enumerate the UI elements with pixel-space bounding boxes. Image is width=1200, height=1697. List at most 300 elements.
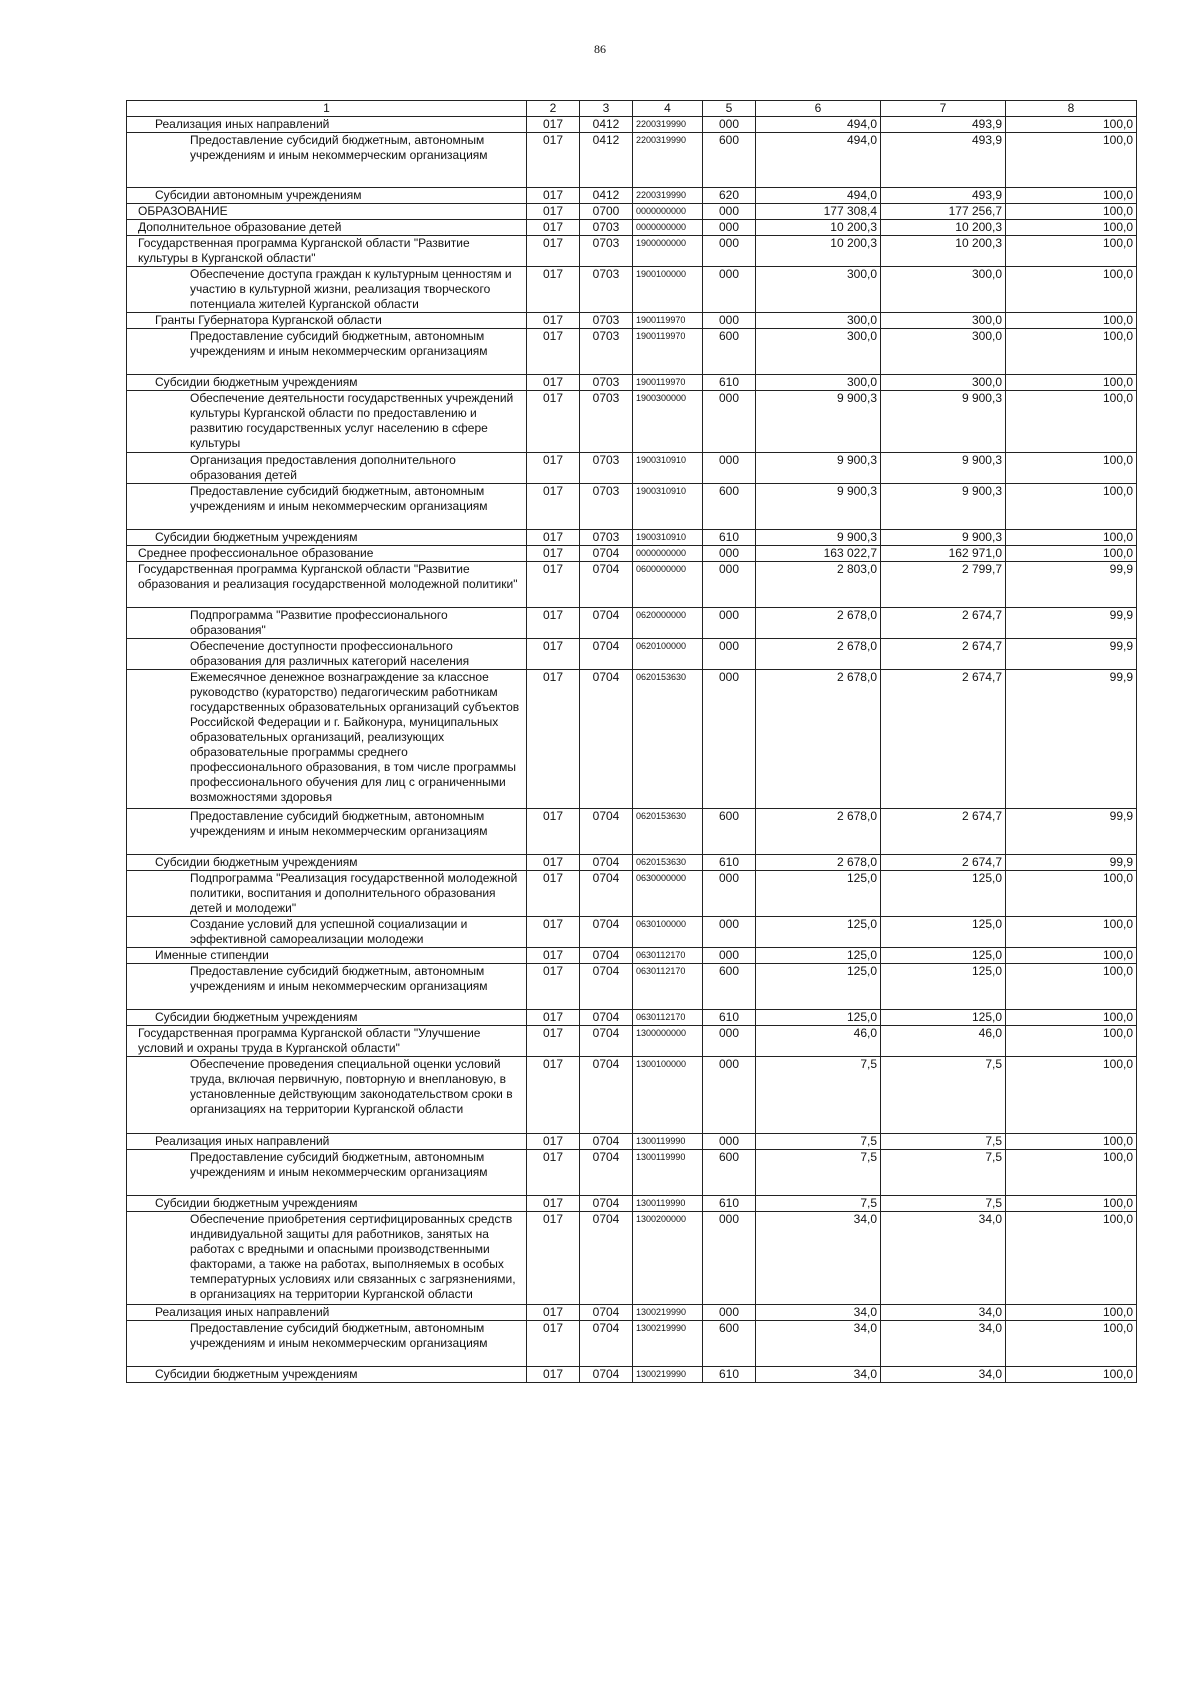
plan-amount: 494,0: [756, 133, 881, 188]
admin-code: 017: [527, 204, 580, 220]
section-code: 0704: [580, 1026, 633, 1057]
actual-amount: 34,0: [881, 1367, 1006, 1383]
table-row: [127, 1367, 1137, 1383]
plan-amount: 125,0: [756, 1010, 881, 1026]
row-name: [127, 1196, 527, 1212]
plan-amount: 9 900,3: [756, 530, 881, 546]
percent-executed: 99,9: [1006, 562, 1137, 608]
expense-type-code: 000: [703, 1057, 756, 1134]
table-row: [127, 453, 1137, 484]
table-row: [127, 204, 1137, 220]
actual-amount: 10 200,3: [881, 236, 1006, 267]
target-article-code: 0620000000: [633, 608, 703, 639]
section-code: 0703: [580, 375, 633, 391]
row-name-text: Субсидии бюджетным учреждениям: [155, 1367, 358, 1381]
table-row: [127, 530, 1137, 546]
actual-amount: 162 971,0: [881, 546, 1006, 562]
row-name-text: Субсидии бюджетным учреждениям: [155, 375, 358, 389]
expense-type-code: 610: [703, 530, 756, 546]
expense-type-code: 610: [703, 1010, 756, 1026]
row-name: [127, 220, 527, 236]
expense-type-code: 000: [703, 1026, 756, 1057]
table-row: [127, 236, 1137, 267]
row-name-text: Предоставление субсидий бюджетным, автономным учреждениям и иным некоммерческим организациям: [190, 964, 488, 993]
actual-amount: 2 674,7: [881, 608, 1006, 639]
row-name: [127, 1150, 527, 1196]
target-article-code: 0630112170: [633, 948, 703, 964]
row-name: [127, 670, 527, 809]
row-name: [127, 236, 527, 267]
actual-amount: 177 256,7: [881, 204, 1006, 220]
admin-code: 017: [527, 1212, 580, 1305]
actual-amount: 7,5: [881, 1196, 1006, 1212]
admin-code: 017: [527, 608, 580, 639]
percent-executed: 99,9: [1006, 608, 1137, 639]
admin-code: 017: [527, 1321, 580, 1367]
target-article-code: 1900100000: [633, 267, 703, 313]
actual-amount: 493,9: [881, 117, 1006, 133]
section-code: 0704: [580, 1057, 633, 1134]
table-row: [127, 375, 1137, 391]
table-row: [127, 1150, 1137, 1196]
table-row: [127, 670, 1137, 809]
actual-amount: 300,0: [881, 375, 1006, 391]
row-name-text: Именные стипендии: [155, 948, 269, 962]
target-article-code: 1300200000: [633, 1212, 703, 1305]
plan-amount: 9 900,3: [756, 453, 881, 484]
actual-amount: 46,0: [881, 1026, 1006, 1057]
row-name-text: Предоставление субсидий бюджетным, автономным учреждениям и иным некоммерческим организациям: [190, 809, 488, 838]
plan-amount: 7,5: [756, 1150, 881, 1196]
percent-executed: 99,9: [1006, 855, 1137, 871]
row-name-text: Дополнительное образование детей: [138, 220, 342, 234]
admin-code: 017: [527, 329, 580, 375]
target-article-code: 1300119990: [633, 1150, 703, 1196]
admin-code: 017: [527, 1150, 580, 1196]
actual-amount: 9 900,3: [881, 453, 1006, 484]
admin-code: 017: [527, 639, 580, 670]
table-row: [127, 1305, 1137, 1321]
percent-executed: 100,0: [1006, 391, 1137, 453]
table-row: [127, 133, 1137, 188]
section-code: 0704: [580, 1305, 633, 1321]
section-code: 0412: [580, 117, 633, 133]
section-code: 0703: [580, 484, 633, 530]
table-row: [127, 871, 1137, 917]
plan-amount: 125,0: [756, 871, 881, 917]
table-row: [127, 1321, 1137, 1367]
expense-type-code: 610: [703, 375, 756, 391]
plan-amount: 300,0: [756, 375, 881, 391]
table-row: [127, 267, 1137, 313]
actual-amount: 125,0: [881, 948, 1006, 964]
plan-amount: 34,0: [756, 1212, 881, 1305]
table-row: [127, 562, 1137, 608]
expense-type-code: 600: [703, 133, 756, 188]
row-name: [127, 964, 527, 1010]
section-code: 0703: [580, 236, 633, 267]
target-article-code: 1900119970: [633, 329, 703, 375]
admin-code: 017: [527, 267, 580, 313]
expense-type-code: 000: [703, 948, 756, 964]
section-code: 0704: [580, 1010, 633, 1026]
section-code: 0704: [580, 1212, 633, 1305]
expense-type-code: 000: [703, 871, 756, 917]
plan-amount: 300,0: [756, 267, 881, 313]
expense-type-code: 600: [703, 1321, 756, 1367]
admin-code: 017: [527, 855, 580, 871]
plan-amount: 7,5: [756, 1196, 881, 1212]
target-article-code: 1300000000: [633, 1026, 703, 1057]
section-code: 0412: [580, 133, 633, 188]
percent-executed: 100,0: [1006, 133, 1137, 188]
admin-code: 017: [527, 1134, 580, 1150]
percent-executed: 100,0: [1006, 236, 1137, 267]
target-article-code: 0630112170: [633, 964, 703, 1010]
row-name: [127, 948, 527, 964]
row-name-text: Подпрограмма "Развитие профессионального образования": [190, 608, 448, 637]
section-code: 0704: [580, 639, 633, 670]
percent-executed: 100,0: [1006, 1150, 1137, 1196]
expense-type-code: 000: [703, 220, 756, 236]
row-name-text: Предоставление субсидий бюджетным, автономным учреждениям и иным некоммерческим организациям: [190, 329, 488, 358]
row-name: [127, 117, 527, 133]
plan-amount: 2 803,0: [756, 562, 881, 608]
admin-code: 017: [527, 236, 580, 267]
section-code: 0703: [580, 391, 633, 453]
plan-amount: 177 308,4: [756, 204, 881, 220]
row-name: [127, 1367, 527, 1383]
percent-executed: 100,0: [1006, 1321, 1137, 1367]
row-name-text: Государственная программа Курганской области "Развитие образования и реализация государственной молодежной политики": [138, 562, 518, 591]
row-name-text: Субсидии бюджетным учреждениям: [155, 1010, 358, 1024]
expense-type-code: 600: [703, 484, 756, 530]
expense-type-code: 000: [703, 670, 756, 809]
column-header: 6: [756, 101, 881, 117]
row-name-text: Предоставление субсидий бюджетным, автономным учреждениям и иным некоммерческим организациям: [190, 1150, 488, 1179]
admin-code: 017: [527, 484, 580, 530]
page-number: 86: [594, 42, 606, 56]
row-name-text: Предоставление субсидий бюджетным, автономным учреждениям и иным некоммерческим организациям: [190, 1321, 488, 1350]
row-name: [127, 375, 527, 391]
expense-type-code: 000: [703, 639, 756, 670]
table-row: [127, 1010, 1137, 1026]
plan-amount: 2 678,0: [756, 670, 881, 809]
percent-executed: 100,0: [1006, 1367, 1137, 1383]
column-header: 5: [703, 101, 756, 117]
row-name: [127, 133, 527, 188]
row-name-text: Реализация иных направлений: [155, 1134, 330, 1148]
expense-type-code: 000: [703, 204, 756, 220]
plan-amount: 10 200,3: [756, 236, 881, 267]
table-row: [127, 639, 1137, 670]
admin-code: 017: [527, 530, 580, 546]
plan-amount: 300,0: [756, 329, 881, 375]
admin-code: 017: [527, 453, 580, 484]
target-article-code: 0000000000: [633, 546, 703, 562]
row-name-text: Предоставление субсидий бюджетным, автономным учреждениям и иным некоммерческим организациям: [190, 133, 488, 162]
target-article-code: 0600000000: [633, 562, 703, 608]
target-article-code: 1900000000: [633, 236, 703, 267]
actual-amount: 7,5: [881, 1134, 1006, 1150]
row-name: [127, 917, 527, 948]
section-code: 0704: [580, 809, 633, 855]
row-name-text: Субсидии бюджетным учреждениям: [155, 1196, 358, 1210]
section-code: 0704: [580, 1321, 633, 1367]
row-name: [127, 1305, 527, 1321]
plan-amount: 125,0: [756, 948, 881, 964]
row-name-text: Предоставление субсидий бюджетным, автономным учреждениям и иным некоммерческим организациям: [190, 484, 488, 513]
actual-amount: 34,0: [881, 1321, 1006, 1367]
expense-type-code: 000: [703, 391, 756, 453]
actual-amount: 125,0: [881, 964, 1006, 1010]
actual-amount: 493,9: [881, 133, 1006, 188]
row-name: [127, 453, 527, 484]
table-header-row: [127, 101, 1137, 117]
actual-amount: 493,9: [881, 188, 1006, 204]
percent-executed: 100,0: [1006, 220, 1137, 236]
target-article-code: 0000000000: [633, 220, 703, 236]
table-row: [127, 188, 1137, 204]
section-code: 0703: [580, 530, 633, 546]
actual-amount: 10 200,3: [881, 220, 1006, 236]
plan-amount: 7,5: [756, 1134, 881, 1150]
table-row: [127, 313, 1137, 329]
row-name-text: Обеспечение доступа граждан к культурным ценностям и участию в культурной жизни, реализация творческого потенциала жителей Курганской области: [190, 267, 512, 311]
percent-executed: 100,0: [1006, 871, 1137, 917]
row-name-text: ОБРАЗОВАНИЕ: [138, 204, 228, 218]
expense-type-code: 000: [703, 267, 756, 313]
expense-type-code: 000: [703, 546, 756, 562]
plan-amount: 2 678,0: [756, 608, 881, 639]
actual-amount: 9 900,3: [881, 391, 1006, 453]
expense-type-code: 000: [703, 1305, 756, 1321]
table-row: [127, 608, 1137, 639]
actual-amount: 2 674,7: [881, 639, 1006, 670]
row-name: [127, 188, 527, 204]
actual-amount: 2 674,7: [881, 670, 1006, 809]
expense-type-code: 610: [703, 1367, 756, 1383]
section-code: 0703: [580, 267, 633, 313]
plan-amount: 34,0: [756, 1305, 881, 1321]
target-article-code: 1300100000: [633, 1057, 703, 1134]
percent-executed: 100,0: [1006, 313, 1137, 329]
table-row: [127, 1212, 1137, 1305]
row-name: [127, 608, 527, 639]
admin-code: 017: [527, 948, 580, 964]
row-name-text: Реализация иных направлений: [155, 117, 330, 131]
plan-amount: 7,5: [756, 1057, 881, 1134]
budget-table: [126, 100, 1137, 1383]
plan-amount: 300,0: [756, 313, 881, 329]
admin-code: 017: [527, 117, 580, 133]
table-row: [127, 220, 1137, 236]
expense-type-code: 000: [703, 562, 756, 608]
expense-type-code: 620: [703, 188, 756, 204]
section-code: 0704: [580, 670, 633, 809]
percent-executed: 100,0: [1006, 530, 1137, 546]
target-article-code: 1300119990: [633, 1196, 703, 1212]
plan-amount: 10 200,3: [756, 220, 881, 236]
target-article-code: 1900310910: [633, 453, 703, 484]
percent-executed: 100,0: [1006, 1134, 1137, 1150]
actual-amount: 9 900,3: [881, 530, 1006, 546]
row-name-text: Обеспечение доступности профессионального образования для различных категорий населения: [190, 639, 470, 668]
percent-executed: 100,0: [1006, 1305, 1137, 1321]
target-article-code: 1900300000: [633, 391, 703, 453]
target-article-code: 0000000000: [633, 204, 703, 220]
target-article-code: 0630112170: [633, 1010, 703, 1026]
target-article-code: 1900119970: [633, 313, 703, 329]
percent-executed: 100,0: [1006, 1212, 1137, 1305]
plan-amount: 34,0: [756, 1367, 881, 1383]
expense-type-code: 000: [703, 917, 756, 948]
target-article-code: 0620100000: [633, 639, 703, 670]
target-article-code: 2200319990: [633, 188, 703, 204]
section-code: 0704: [580, 1134, 633, 1150]
section-code: 0703: [580, 453, 633, 484]
admin-code: 017: [527, 133, 580, 188]
section-code: 0703: [580, 313, 633, 329]
row-name: [127, 1321, 527, 1367]
target-article-code: 0630100000: [633, 917, 703, 948]
admin-code: 017: [527, 562, 580, 608]
column-header: 8: [1006, 101, 1137, 117]
target-article-code: 2200319990: [633, 117, 703, 133]
target-article-code: 0620153630: [633, 855, 703, 871]
percent-executed: 100,0: [1006, 375, 1137, 391]
row-name: [127, 1212, 527, 1305]
actual-amount: 7,5: [881, 1150, 1006, 1196]
target-article-code: 0630000000: [633, 871, 703, 917]
column-header: 4: [633, 101, 703, 117]
section-code: 0412: [580, 188, 633, 204]
plan-amount: 125,0: [756, 917, 881, 948]
row-name: [127, 546, 527, 562]
actual-amount: 300,0: [881, 313, 1006, 329]
row-name-text: Государственная программа Курганской области "Развитие культуры в Курганской области": [138, 236, 470, 265]
target-article-code: 1900119970: [633, 375, 703, 391]
expense-type-code: 000: [703, 608, 756, 639]
section-code: 0704: [580, 1196, 633, 1212]
percent-executed: 100,0: [1006, 1026, 1137, 1057]
row-name: [127, 530, 527, 546]
plan-amount: 34,0: [756, 1321, 881, 1367]
percent-executed: 100,0: [1006, 329, 1137, 375]
target-article-code: 2200319990: [633, 133, 703, 188]
section-code: 0704: [580, 546, 633, 562]
row-name: [127, 391, 527, 453]
table-row: [127, 1196, 1137, 1212]
admin-code: 017: [527, 1026, 580, 1057]
target-article-code: 1300119990: [633, 1134, 703, 1150]
expense-type-code: 000: [703, 117, 756, 133]
row-name: [127, 1010, 527, 1026]
row-name: [127, 1134, 527, 1150]
row-name: [127, 1026, 527, 1057]
plan-amount: 2 678,0: [756, 639, 881, 670]
actual-amount: 125,0: [881, 917, 1006, 948]
percent-executed: 100,0: [1006, 917, 1137, 948]
admin-code: 017: [527, 1010, 580, 1026]
plan-amount: 46,0: [756, 1026, 881, 1057]
table-row: [127, 1134, 1137, 1150]
row-name-text: Реализация иных направлений: [155, 1305, 330, 1319]
section-code: 0704: [580, 1367, 633, 1383]
row-name: [127, 267, 527, 313]
section-code: 0704: [580, 871, 633, 917]
percent-executed: 100,0: [1006, 484, 1137, 530]
expense-type-code: 600: [703, 809, 756, 855]
admin-code: 017: [527, 188, 580, 204]
target-article-code: 1900310910: [633, 484, 703, 530]
row-name: [127, 313, 527, 329]
admin-code: 017: [527, 1196, 580, 1212]
row-name: [127, 1057, 527, 1134]
percent-executed: 100,0: [1006, 546, 1137, 562]
expense-type-code: 000: [703, 453, 756, 484]
row-name-text: Обеспечение проведения специальной оценки условий труда, включая первичную, повторную и внеплановую, в установленные действующим законодательством сроки в организациях на территории Курганской области: [190, 1057, 513, 1116]
row-name-text: Гранты Губернатора Курганской области: [155, 313, 382, 327]
percent-executed: 100,0: [1006, 1057, 1137, 1134]
admin-code: 017: [527, 546, 580, 562]
actual-amount: 34,0: [881, 1305, 1006, 1321]
expense-type-code: 600: [703, 964, 756, 1010]
expense-type-code: 000: [703, 236, 756, 267]
table-row: [127, 484, 1137, 530]
admin-code: 017: [527, 1057, 580, 1134]
section-code: 0703: [580, 220, 633, 236]
admin-code: 017: [527, 375, 580, 391]
table-row: [127, 117, 1137, 133]
actual-amount: 125,0: [881, 871, 1006, 917]
expense-type-code: 610: [703, 1196, 756, 1212]
row-name: [127, 329, 527, 375]
row-name-text: Субсидии бюджетным учреждениям: [155, 530, 358, 544]
row-name-text: Субсидии автономным учреждениям: [155, 188, 362, 202]
percent-executed: 99,9: [1006, 809, 1137, 855]
actual-amount: 9 900,3: [881, 484, 1006, 530]
row-name-text: Обеспечение приобретения сертифицированных средств индивидуальной защиты для работников, занятых на работах с вредными и опасными производственными факторами, а также на работах, выполняемых в особых температурных условиях или связанных с загрязнениями, в организациях на территории Курганской области: [190, 1212, 516, 1301]
admin-code: 017: [527, 313, 580, 329]
target-article-code: 1300219990: [633, 1321, 703, 1367]
actual-amount: 125,0: [881, 1010, 1006, 1026]
actual-amount: 34,0: [881, 1212, 1006, 1305]
row-name-text: Ежемесячное денежное вознаграждение за классное руководство (кураторство) педагогическим работникам государственных образовательных организаций субъектов Российской Федерации и г. Байконура, муниципальных образовательных организаций, реализующих образовательные программы среднего профессионального образования, в том числе программы профессионального обучения для лиц с ограниченными возможностями здоровья: [190, 670, 520, 804]
section-code: 0704: [580, 608, 633, 639]
percent-executed: 100,0: [1006, 964, 1137, 1010]
admin-code: 017: [527, 220, 580, 236]
table-row: [127, 1057, 1137, 1134]
section-code: 0704: [580, 964, 633, 1010]
section-code: 0704: [580, 948, 633, 964]
row-name: [127, 562, 527, 608]
table-row: [127, 855, 1137, 871]
actual-amount: 300,0: [881, 329, 1006, 375]
column-header: 7: [881, 101, 1006, 117]
table-row: [127, 1026, 1137, 1057]
target-article-code: 0620153630: [633, 809, 703, 855]
row-name-text: Организация предоставления дополнительного образования детей: [190, 453, 456, 482]
row-name: [127, 855, 527, 871]
target-article-code: 0620153630: [633, 670, 703, 809]
actual-amount: 2 674,7: [881, 855, 1006, 871]
row-name-text: Субсидии бюджетным учреждениям: [155, 855, 358, 869]
plan-amount: 494,0: [756, 188, 881, 204]
actual-amount: 2 799,7: [881, 562, 1006, 608]
row-name-text: Обеспечение деятельности государственных учреждений культуры Курганской области по предоставлению и развитию государственных услуг населению в сфере культуры: [190, 391, 514, 450]
actual-amount: 300,0: [881, 267, 1006, 313]
